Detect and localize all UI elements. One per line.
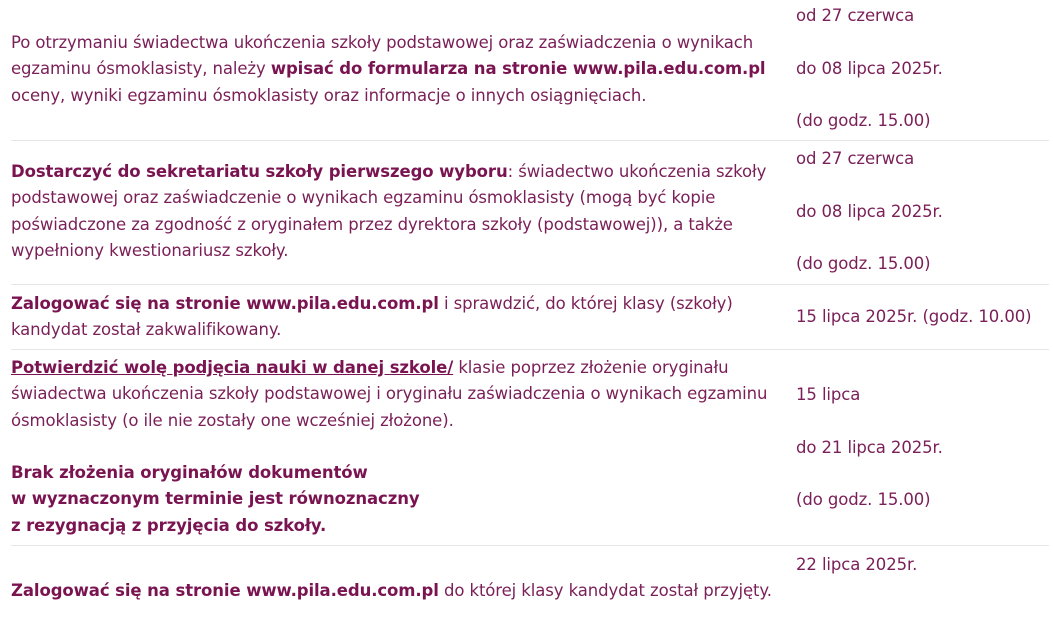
deadline-line: 15 lipca 2025r. (godz. 10.00)	[796, 307, 1032, 326]
row-divider	[11, 140, 1049, 141]
row-deadline	[796, 146, 1053, 277]
text: oceny, wyniki egzaminu ósmoklasisty oraz informacje o innych osiągnięciach.	[11, 85, 647, 105]
deadline-line: 15 lipca	[796, 385, 861, 404]
emphasis-text: Dostarczyć do sekretariatu szkoły pierwszego wyboru	[11, 162, 508, 181]
deadline-line: do 21 lipca 2025r.	[796, 437, 943, 457]
text: : świadectwo ukończenia szkoły podstawowej oraz zaświadczenie o wynikach egzaminu ósmoklasisty (mogą być kopie poświadczone za zgodność z oryginałem przez dyrektora szkoły (podstawowej)), a także wypełniony kwestionariusz szkoły.	[11, 162, 767, 260]
row-deadline	[796, 3, 1053, 134]
deadline-line: 22 lipca 2025r.	[796, 555, 918, 574]
emphasis-text: Zalogować się na stronie www.pila.edu.com.pl	[11, 294, 439, 313]
row-description	[11, 30, 786, 109]
deadline-line: (do godz. 15.00)	[796, 111, 931, 131]
row-description	[11, 355, 786, 539]
row-divider	[11, 349, 1049, 350]
warning-line: Brak złożenia oryginałów dokumentów	[11, 463, 368, 483]
deadline-line: do 08 lipca 2025r.	[796, 58, 943, 78]
emphasis-text: Zalogować się na stronie www.pila.edu.com.pl	[11, 581, 439, 600]
row-divider	[11, 284, 1049, 285]
text: do której klasy kandydat został przyjęty.	[438, 581, 772, 600]
row-description	[11, 291, 786, 344]
row-divider	[11, 545, 1049, 546]
deadline-line: (do godz. 15.00)	[796, 490, 931, 510]
deadline-line: (do godz. 15.00)	[796, 254, 931, 274]
row-description	[11, 578, 786, 604]
row-deadline	[796, 382, 1053, 513]
row-deadline	[796, 304, 1053, 330]
warning-line: w wyznaczonym terminie jest równoznaczny	[11, 489, 420, 509]
warning-line: z rezygnacją z przyjęcia do szkoły.	[11, 515, 327, 535]
emphasis-text: wpisać do formularza na stronie www.pila.edu.com.pl	[270, 59, 766, 79]
deadline-line: od 27 czerwca	[796, 6, 915, 25]
text: klasie poprzez złożenie oryginału świadectwa ukończenia szkoły podstawowej i oryginału zaświadczenia o wynikach egzaminu ósmoklasisty (o ile nie zostały one wcześniej złożone).	[11, 358, 768, 430]
text: i sprawdzić, do której klasy (szkoły) kandydat został zakwalifikowany.	[11, 294, 733, 340]
text: Po otrzymaniu świadectwa ukończenia szkoły podstawowej oraz zaświadczenia o wynikach egzaminu ósmoklasisty, należy	[11, 33, 754, 79]
deadline-line: do 08 lipca 2025r.	[796, 201, 943, 221]
emphasis-link-text: Potwierdzić wolę podjęcia nauki w danej szkole/	[11, 358, 454, 377]
row-description	[11, 159, 786, 264]
row-deadline	[796, 552, 1053, 578]
deadline-line: od 27 czerwca	[796, 149, 915, 168]
